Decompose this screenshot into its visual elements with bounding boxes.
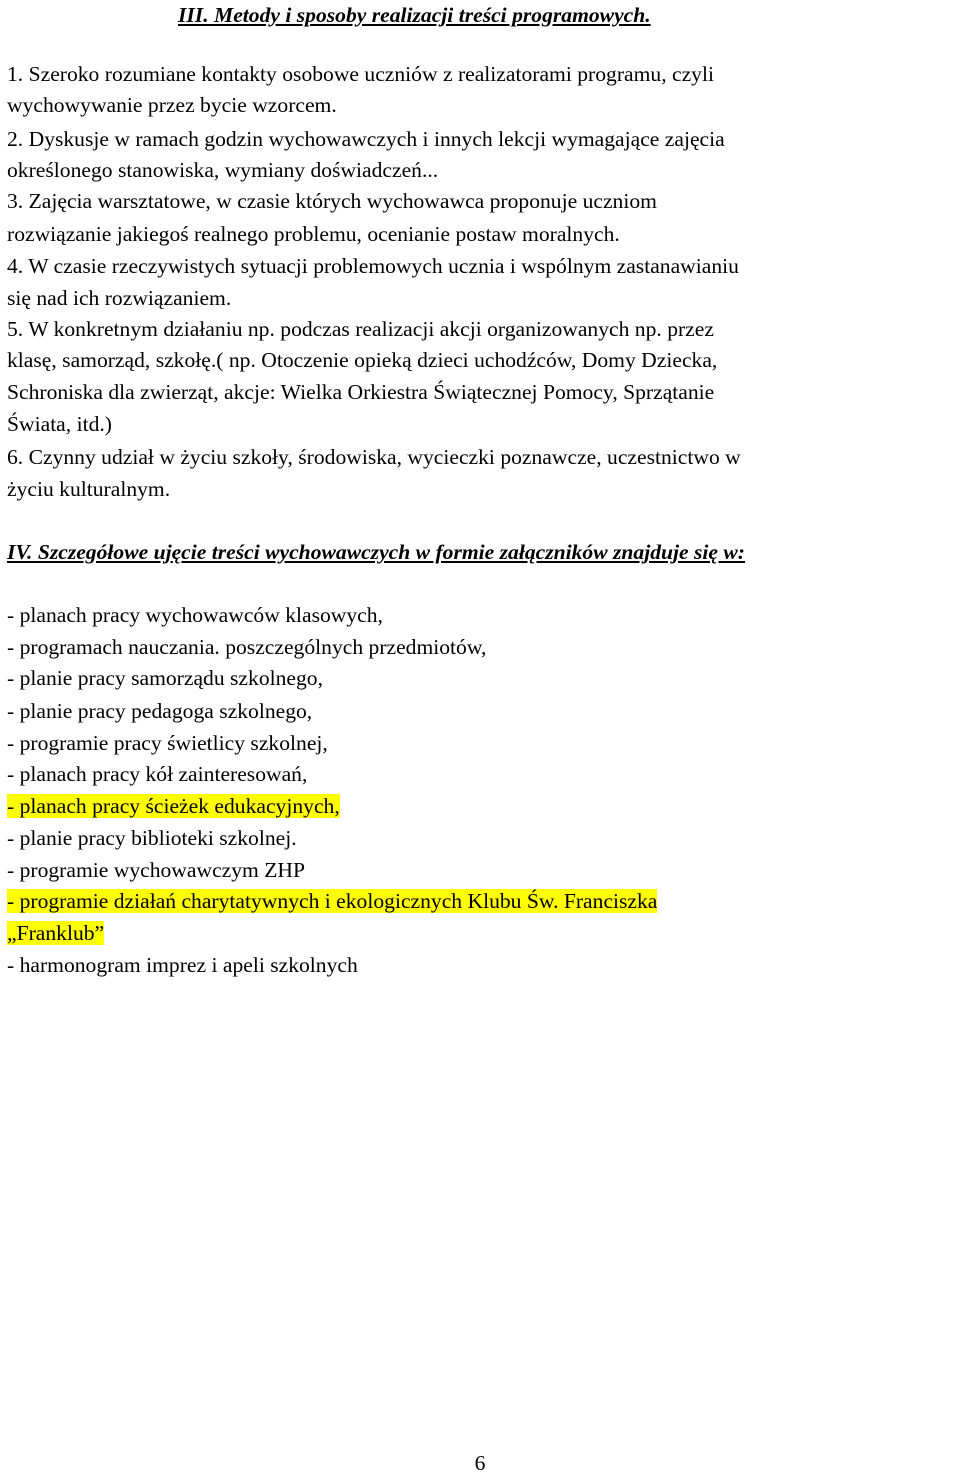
- highlighted-text: - planach pracy ścieżek edukacyjnych,: [7, 794, 340, 818]
- page-number: 6: [474, 1451, 486, 1475]
- paragraph-line: się nad ich rozwiązaniem.: [7, 286, 232, 310]
- list-item-highlighted: [7, 791, 340, 821]
- highlighted-text: „Franklub”: [7, 921, 105, 945]
- paragraph-line: Schroniska dla zwierząt, akcje: Wielka Orkiestra Świątecznej Pomocy, Sprzątanie: [7, 380, 715, 404]
- paragraph-line: życiu kulturalnym.: [7, 477, 171, 501]
- paragraph-line: wychowywanie przez bycie wzorcem.: [7, 93, 337, 117]
- paragraph-line: 2. Dyskusje w ramach godzin wychowawczych i innych lekcji wymagające zajęcia: [7, 127, 725, 151]
- paragraph-line: 6. Czynny udział w życiu szkoły, środowiska, wycieczki poznawcze, uczestnictwo w: [7, 445, 741, 469]
- list-item: - planie pracy samorządu szkolnego,: [7, 666, 323, 690]
- paragraph-line: Świata, itd.): [7, 412, 112, 436]
- paragraph-line: 5. W konkretnym działaniu np. podczas realizacji akcji organizowanych np. przez: [7, 317, 714, 341]
- highlighted-text: - programie działań charytatywnych i ekologicznych Klubu Św. Franciszka: [7, 889, 658, 913]
- list-item-highlighted: [7, 886, 657, 916]
- list-item: - programie pracy świetlicy szkolnej,: [7, 731, 328, 755]
- paragraph-line: 3. Zajęcia warsztatowe, w czasie których wychowawca proponuje uczniom: [7, 189, 657, 213]
- list-item: - programach nauczania. poszczególnych przedmiotów,: [7, 635, 487, 659]
- list-item-highlighted: [7, 918, 104, 948]
- list-item: - planie pracy pedagoga szkolnego,: [7, 699, 313, 723]
- list-item: - programie wychowawczym ZHP: [7, 858, 306, 882]
- list-item: - planie pracy biblioteki szkolnej.: [7, 826, 297, 850]
- list-item: - harmonogram imprez i apeli szkolnych: [7, 953, 358, 977]
- paragraph-line: określonego stanowiska, wymiany doświadczeń...: [7, 158, 439, 182]
- list-item: - planach pracy wychowawców klasowych,: [7, 603, 383, 627]
- section-3-heading: III. Metody i sposoby realizacji treści programowych.: [178, 3, 651, 27]
- paragraph-line: klasę, samorząd, szkołę.( np. Otoczenie opieką dzieci uchodźców, Domy Dziecka,: [7, 348, 718, 372]
- paragraph-line: 1. Szeroko rozumiane kontakty osobowe uczniów z realizatorami programu, czyli: [7, 62, 714, 86]
- list-item: - planach pracy kół zainteresowań,: [7, 762, 308, 786]
- paragraph-line: rozwiązanie jakiegoś realnego problemu, ocenianie postaw moralnych.: [7, 222, 620, 246]
- section-4-heading: IV. Szczegółowe ujęcie treści wychowawczych w formie załączników znajduje się w:: [7, 540, 745, 564]
- paragraph-line: 4. W czasie rzeczywistych sytuacji problemowych ucznia i wspólnym zastanawianiu: [7, 254, 739, 278]
